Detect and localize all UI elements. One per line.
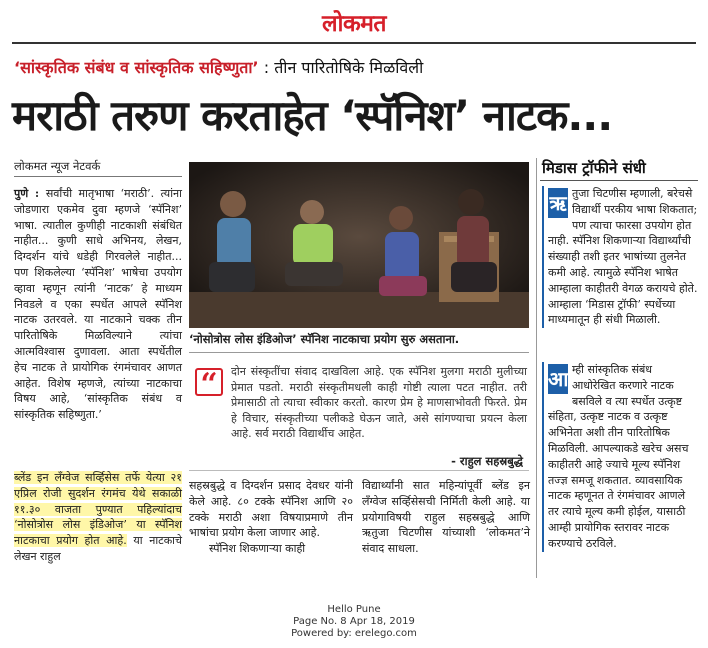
- story-column-1: [14, 186, 182, 423]
- pull-quote-text: दोन संस्कृतींचा संवाद दाखविला आहे. एक स्पॅनिश मुलगा मराठी मुलीच्या प्रेमात पडतो. मराठी संस्कृतीमधली काही गोष्टी त्याला पटत नाहीत. तरी प्रेमासाठी तो त्याचा स्वीकार करतो. कारण प्रेम हे माणसाभोवती फिरते. प्रेम हे विचार, संस्कृतीच्या पलीकडे घेऊन जाते, असे सांगण्याचा प्रयत्न केला आहे. सर्व मराठी विद्यार्थीच आहेत.: [231, 365, 527, 441]
- sidebar-box-1-text: तुजा चिटणीस म्हणाली, बरेचसे विद्यार्थी परकीय भाषा शिकतात; पण त्याचा फारसा उपयोग होत नाही. स्पॅनिश शिकणाऱ्या विद्यार्थ्यांची संख्याही तशी इतर भाषांच्या तुलनेत कमी आहे. त्यामुळे स्पॅनिश भाषेत आम्हाला काहीतरी वेगळ करायचे होते. आम्हाला ‘मिडास ट्रॉफी’ स्पर्धेच्या माध्यमातून ही संधी मिळाली.: [548, 187, 698, 327]
- kicker-rest: : तीन पारितोषिके मिळविली: [258, 58, 424, 77]
- top-divider: [12, 42, 696, 44]
- kicker-highlight: ‘सांस्कृतिक संबंध व सांस्कृतिक सहिष्णुता’: [14, 58, 259, 77]
- story-paragraph-1: सर्वांची मातृभाषा ‘मराठी’. त्यांना जोडणारा एकमेव दुवा म्हणजे ‘स्पॅनिश’ भाषा. त्यातील कुणीही नाटकाशी संबंधित नाहीत... कुणी साधे अभिनय, लेखन, दिग्दर्शन यांचे धडेही गिरवलेले नाहीत... पण शिकलेल्या ‘स्पॅनिश’ भाषेचा उपयोग व्हावा म्हणून त्यांनी ‘नाटक’ हे माध्यम निवडले व एका स्पर्धेत आपले स्पॅनिश नाटक उतरवले. या नाटकाने चक्क तीन पारितोषिके मिळविल्याने त्यांचा आत्मविश्वास दुणावला. आता स्पर्धेतील हेच नाटक ते प्रायोगिक रंगमंचावर आणत आहेत. विशेष म्हणजे, त्यांच्या नाटकाचा विषय आहे, ‘सांस्कृतिक संबंध व सांस्कृतिक सहिष्णुता.’: [14, 187, 182, 422]
- sidebar-box-2: [542, 362, 698, 552]
- sidebar-divider: [536, 158, 537, 578]
- sidebar-title: मिडास ट्रॉफीने संधी: [542, 159, 646, 177]
- story-column-1-continued: [14, 470, 182, 565]
- quote-divider: [189, 470, 529, 471]
- pull-quote-author: - राहुल सहस्रबुद्धे: [451, 454, 523, 468]
- quote-mark-icon: “: [195, 368, 223, 396]
- kicker: [14, 56, 423, 78]
- story-column-2-text-b: स्पॅनिश शिकणाऱ्या काही: [209, 542, 306, 556]
- play-photo-image: [189, 162, 529, 328]
- story-paragraph-2: या नाटकाचे लेखन राहुल: [14, 534, 182, 563]
- dateline: पुणे :: [14, 187, 46, 200]
- highlighted-event-text: ब्लेंड इन लॅंग्वेज सर्व्हिसेस तर्फे येत्या २१ एप्रिल रोजी सुदर्शन रंगमंच येथे सकाळी ११.३० वाजता पुण्यात पहिल्यांदाच ‘नोसोत्रोस लोस इंडिओज’ या स्पॅनिश नाटकाचा प्रयोग होत आहे.: [14, 471, 182, 548]
- footer-page-date: Page No. 8 Apr 18, 2019: [293, 616, 415, 627]
- headline: मराठी तरुण करताहेत ‘स्पॅनिश’ नाटक...: [12, 91, 613, 140]
- sidebar-box-2-text: म्ही सांस्कृतिक संबंध आधोरेखित करणारे नाटक बसविले व त्या स्पर्धेत उत्कृष्ट संहिता, उत्कृष्ट नाटक व उत्कृष्ट अभिनेता अशी तीन पारितोषिक मिळविली. आपल्याकडे खरेच असच काहीतरी आहे ज्याचे मूल्य स्पॅनिश तज्ज्ञ समजू शकतात. व्यावसायिक नाटक म्हणूनत ते रंगमंचावर आणले तर त्याचे मूल्य कमी होईल, यासाठी आम्ही प्रायोगिक स्तरावर नाटक करण्याचे ठरविले.: [548, 363, 689, 550]
- photo-caption: ‘नोसोत्रोस लोस इंडिओज’ स्पॅनिश नाटकाचा प्रयोग सुरु असताना.: [189, 332, 460, 346]
- page-footer: [0, 604, 708, 640]
- story-column-2: [189, 478, 353, 557]
- masthead: [0, 6, 708, 36]
- sidebar-title-rule: [540, 180, 698, 181]
- drop-cap: ऋ: [548, 188, 568, 218]
- pull-quote: [189, 360, 529, 468]
- caption-divider: [189, 352, 529, 353]
- footer-edition: Hello Pune: [327, 604, 381, 615]
- play-photo: [189, 162, 529, 328]
- footer-powered-by: Powered by: erelego.com: [291, 628, 417, 639]
- byline: लोकमत न्यूज नेटवर्क: [14, 159, 101, 173]
- byline-divider: [14, 176, 182, 177]
- story-column-3: विद्यार्थ्यांनी सात महिन्यांपूर्वी ब्लेंड इन लॅंग्वेज सर्व्हिसेसची निर्मिती केली आहे. या प्रयोगाविषयी राहुल सहस्रबुद्धे आणि ऋतुजा चिटणीस यांच्याशी ‘लोकमत’ने संवाद साधला.: [362, 479, 530, 556]
- sidebar-box-1: [542, 186, 698, 328]
- newspaper-logo: लोकमत: [321, 10, 387, 37]
- drop-cap: आ: [548, 364, 568, 394]
- story-column-2-text: सहस्रबुद्धे व दिग्दर्शन प्रसाद देवधर यांनी केले आहे. ८० टक्के स्पॅनिश आणि २० टक्के मराठी अशा विषयाप्रमाणे तीन भाषांचा प्रयोग केला जाणार आहे.: [189, 479, 353, 540]
